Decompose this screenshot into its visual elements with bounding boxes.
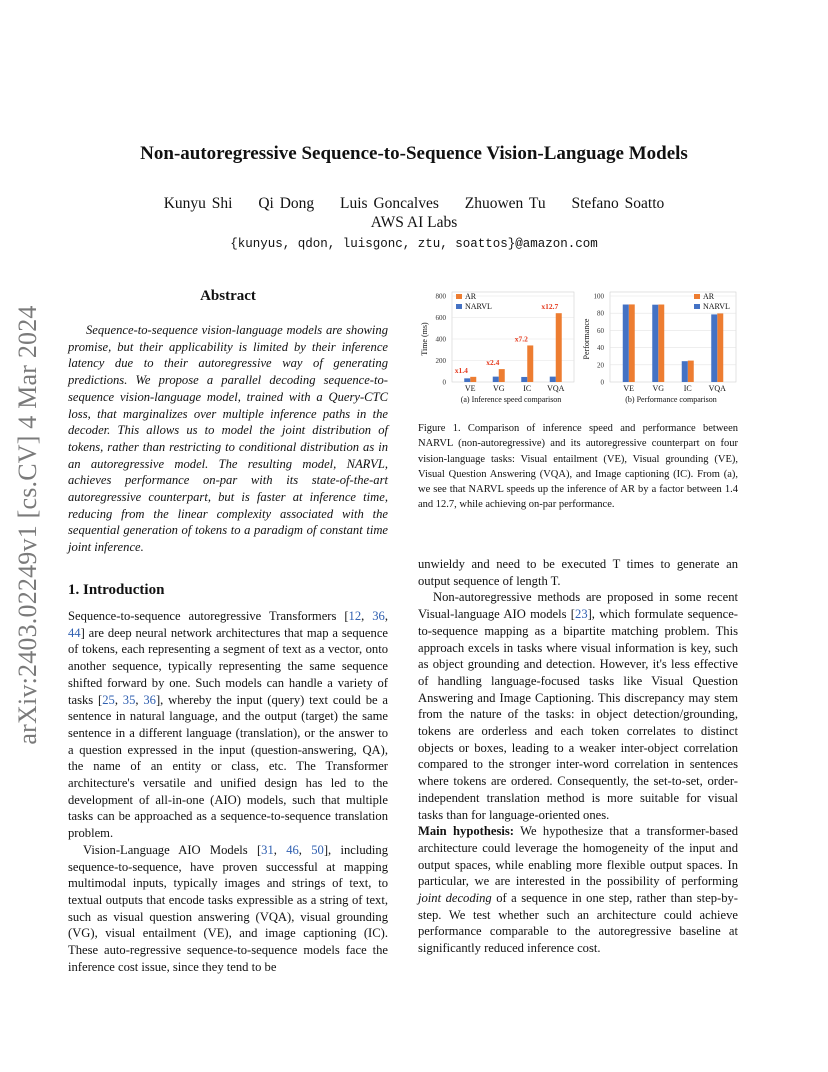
x-tick-label: VQA xyxy=(547,384,565,393)
bar-narvl-vg xyxy=(652,305,658,382)
y-tick-label: 200 xyxy=(435,357,446,365)
citation-link[interactable]: 35 xyxy=(122,692,136,707)
bar-narvl-vqa xyxy=(550,377,556,382)
author-name: Kunyu Shi xyxy=(163,195,233,212)
legend-label-ar: AR xyxy=(465,292,477,301)
bar-narvl-ic xyxy=(521,377,527,382)
y-axis-label: Performance xyxy=(582,318,591,360)
paragraph: Sequence-to-sequence autoregressive Transformers [12, 36, 44] are deep neural network architectures that map a sequence of tokens, each representing a segment of text as a vector, onto another sequence, typically representing the same sequence shifted forward by one. Such models can handle a variety of tasks [25, 35, 36], whereby the input (query) text could be a sentence in natural language, and the output (target) the same sentence in a different language (translation), or the answer to a question expressed in the input (question-answering, QA), the name of an entity or class, etc. The Transformer architecture's versatile and unified design has led to the development of all-in-one (AIO) models, such that multiple tasks can be approached as a sequence-to-sequence translation problem. xyxy=(68,609,388,841)
legend-swatch-narvl xyxy=(456,304,462,309)
citation-link[interactable]: 44 xyxy=(68,625,81,640)
author-list xyxy=(0,195,828,213)
author-emails[interactable]: {kunyus, qdon, luisgonc, ztu, soattos}@amazon.com xyxy=(230,237,598,251)
author-name: Qi Dong xyxy=(258,195,315,212)
bar-ar-vg xyxy=(499,369,505,382)
bar-ar-ve xyxy=(470,377,476,382)
legend-label-ar: AR xyxy=(703,292,715,301)
x-tick-label: VG xyxy=(652,384,665,393)
citation-link[interactable]: 50 xyxy=(311,842,324,857)
y-tick-label: 400 xyxy=(435,335,446,344)
paragraph: Vision-Language AIO Models [31, 46, 50], including sequence-to-sequence, have proven successful at mapping multimodal inputs, typically images and strings of text, to textual outputs that encode tasks expressible as a string of text, such as visual question answering (VQA), visual grounding (VG), visual entailment (VE), and image captioning (IC). These auto-regressive sequence-to-sequence models face the inference cost issue, since they tend to be xyxy=(68,842,389,974)
legend-swatch-narvl xyxy=(694,304,700,309)
x-tick-label: IC xyxy=(523,384,532,393)
bar-ar-ve xyxy=(629,304,635,382)
paragraph: Main hypothesis: We hypothesize that a transformer-based architecture could leverage the homogeneity of the input and output spaces, while enabling more flexible output spaces. In particular, we are interested in the possibility of performing joint decoding of a sequence in one step, rather than step-by-step. We test whether such an architecture could achieve performance comparable to the autoregressive baseline at significantly reduced inference cost. xyxy=(418,824,738,956)
bar-ar-vg xyxy=(658,305,664,382)
subfigure-caption: (b) Performance comparison xyxy=(625,395,717,404)
y-tick-label: 60 xyxy=(597,326,604,335)
figure-caption: Figure 1. Comparison of inference speed and performance between NARVL (non-autoregressive) and its autoregressive counterpart on four vision-language tasks: Visual entailment (VE), Visual grounding (VE), Visual Question Answering (VQA), and Image captioning (IC). From (a), we see that NARVL speeds up the inference of AR by a factor between 1.4 and 12.7, while achieving on-par performance. xyxy=(418,423,738,511)
bar-ar-ic xyxy=(527,345,533,382)
citation-link[interactable]: 12 xyxy=(348,609,362,623)
y-tick-label: 80 xyxy=(597,309,604,318)
speedup-label: x2.4 xyxy=(486,358,500,368)
affiliation: AWS AI Labs xyxy=(370,214,458,231)
bar-narvl-ve xyxy=(464,378,470,382)
y-tick-label: 20 xyxy=(597,361,604,370)
y-axis-label: Time (ms) xyxy=(420,322,429,356)
author-name: Stefano Soatto xyxy=(571,195,665,212)
subfigure-caption: (a) Inference speed comparison xyxy=(460,395,562,404)
intro-right-column xyxy=(418,556,738,957)
x-tick-label: VQA xyxy=(708,384,726,393)
intro-left-column xyxy=(68,608,388,975)
paragraph: unwieldy and need to be executed T times to generate an output sequence of length T. xyxy=(418,557,738,588)
citation-link[interactable]: 31 xyxy=(261,842,274,857)
legend-swatch-ar xyxy=(694,294,700,299)
x-tick-label: VG xyxy=(492,384,505,393)
bar-narvl-ic xyxy=(682,361,688,382)
paper-title: Non-autoregressive Sequence-to-Sequence Vision-Language Models xyxy=(140,143,688,164)
bar-ar-ic xyxy=(688,361,694,382)
citation-link[interactable]: 36 xyxy=(143,692,156,707)
y-tick-label: 0 xyxy=(600,378,604,387)
citation-link[interactable]: 46 xyxy=(286,842,299,857)
x-tick-label: VE xyxy=(623,384,635,393)
citation-link[interactable]: 23 xyxy=(575,607,588,622)
performance-chart xyxy=(580,288,740,406)
figure-1b xyxy=(580,288,740,406)
speedup-label: x1.4 xyxy=(454,365,468,375)
x-tick-label: IC xyxy=(683,384,692,393)
bar-ar-vqa xyxy=(717,313,723,382)
paragraph: Non-autoregressive methods are proposed in some recent Visual-language AIO models [23], which formulate sequence-to-sequence mapping as a bipartite matching problem. This approach excels in tasks where visual information is key, such as object grounding and detection. However, it's less effective of handling language-focused tasks like Visual Question Answering and Image Captioning. This discrepancy may stem from the nature of the tasks: in object detection/grounding, tokens are orderless and each token correlates to distinct objects or boxes, leading to a weaker inter-object correlation compared to the stronger inter-word correlation in sentences where tokens are ordered. Consequently, the set-to-set, order-independent translation method is more suitable for visual tasks than for language-oriented ones. xyxy=(418,590,738,822)
legend-label-narvl: NARVL xyxy=(465,302,492,311)
arxiv-identifier: arXiv:2403.02249v1 [cs.CV] 4 Mar 2024 xyxy=(13,305,42,745)
author-name: Luis Goncalves xyxy=(340,195,439,212)
y-tick-label: 800 xyxy=(435,292,446,301)
author-name: Zhuowen Tu xyxy=(464,195,546,212)
bar-narvl-ve xyxy=(623,305,629,382)
bar-ar-vqa xyxy=(556,313,562,382)
y-tick-label: 600 xyxy=(435,314,446,322)
legend-label-narvl: NARVL xyxy=(703,302,730,311)
x-tick-label: VE xyxy=(464,384,476,393)
abstract-heading: Abstract xyxy=(200,288,256,304)
speedup-label: x12.7 xyxy=(541,302,559,312)
y-tick-label: 100 xyxy=(593,292,604,301)
legend-swatch-ar xyxy=(456,294,462,299)
section-heading-introduction: 1. Introduction xyxy=(68,582,165,598)
bold-lead: Main hypothesis: xyxy=(418,824,514,839)
speedup-label: x7.2 xyxy=(514,334,528,344)
citation-link[interactable]: 25 xyxy=(102,692,115,707)
y-tick-label: 40 xyxy=(597,344,604,353)
bar-narvl-vqa xyxy=(711,314,717,382)
figure-1a xyxy=(418,288,578,406)
citation-link[interactable]: 36 xyxy=(372,609,385,623)
bar-narvl-vg xyxy=(493,377,499,382)
y-tick-label: 0 xyxy=(442,378,446,387)
inference-speed-chart xyxy=(418,288,578,406)
abstract-text: Sequence-to-sequence vision-language models are showing promise, but their applicability is limited by their inference latency due to their autoregressive way of generating predictions. We propose a parallel decoding sequence-to-sequence vision-language model, trained with a Query-CTC loss, that marginalizes over multiple inference paths in the decoder. This allows us to model the joint distribution of tokens, rather than restricting to conditional distribution as in an autoregressive model. The resulting model, NARVL, achieves performance on-par with its state-of-the-art autoregressive counterpart, but is faster at inference time, reducing from the linear complexity associated with the sequential generation of tokens to a paradigm of constant time joint inference. xyxy=(68,323,388,555)
